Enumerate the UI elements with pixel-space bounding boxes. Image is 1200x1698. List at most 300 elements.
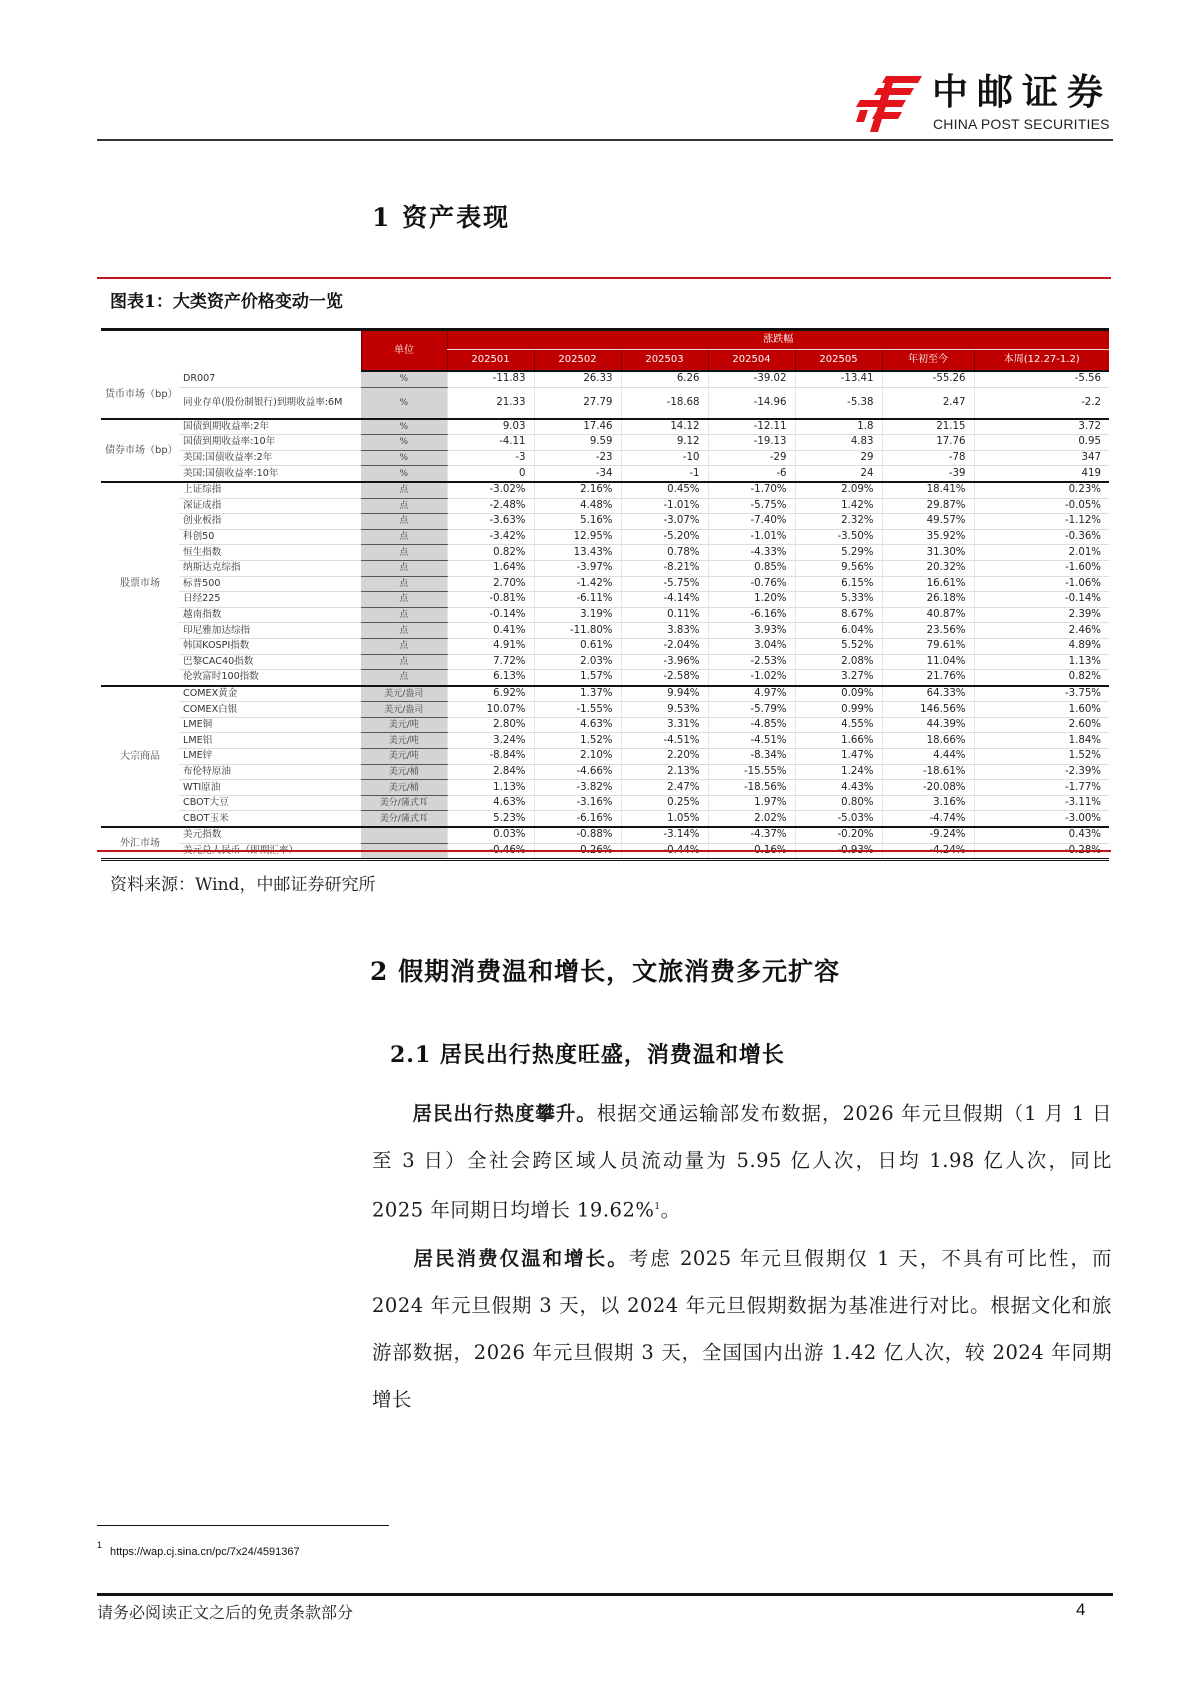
asset-name: 巴黎CAC40指数 [179,654,361,670]
asset-name: 伦敦富时100指数 [179,670,361,686]
value-cell: 2.70% [447,576,534,592]
value-cell: -5.75% [708,498,795,514]
value-cell: -9.24% [882,827,974,843]
value-cell: -2.48% [447,498,534,514]
value-cell: -2.2 [974,387,1109,419]
header-divider [97,139,1113,141]
value-cell: 3.24% [447,733,534,749]
table-row [101,670,1109,686]
value-cell: -11.80% [534,623,621,639]
value-cell: 18.41% [882,482,974,498]
value-cell: 1.13% [974,654,1109,670]
value-cell: 17.46 [534,419,621,435]
value-cell: 4.55% [795,717,882,733]
asset-unit: % [361,435,447,451]
footnote-ref[interactable]: 1 [654,1202,661,1212]
table-row [101,576,1109,592]
value-cell: -4.14% [621,592,708,608]
value-cell: -3.16% [534,795,621,811]
header-blank-cell [179,330,361,372]
value-cell: 49.57% [882,514,974,530]
value-cell: -4.66% [534,764,621,780]
asset-name: 纳斯达克综指 [179,560,361,576]
value-cell: -5.75% [621,576,708,592]
value-cell: 1.66% [795,733,882,749]
header-period: 202503 [621,350,708,372]
value-cell: 64.33% [882,686,974,702]
value-cell: 4.83 [795,435,882,451]
asset-name: LME铜 [179,717,361,733]
table-row [101,592,1109,608]
footnote-link[interactable]: https://wap.cj.sina.cn/pc/7x24/4591367 [110,1546,300,1558]
table-row [101,529,1109,545]
figure-bottom-rule [97,850,1111,852]
value-cell: -7.40% [708,514,795,530]
value-cell: 0.03% [447,827,534,843]
asset-name: 美国:国债收益率:2年 [179,450,361,466]
asset-unit: 点 [361,638,447,654]
value-cell: 6.13% [447,670,534,686]
value-cell: 5.23% [447,811,534,827]
paragraph-text: 考虑 2025 年元旦假期仅 1 天，不具有可比性，而 2024 年元旦假期 3 天，以 2024 年元旦假期数据为基准进行对比。根据文化和旅游部数据，2026 年元旦假期 3 天，全国国内出游 1.42 亿人次，较 2024 年同期增长 [372,1247,1112,1411]
value-cell: 1.37% [534,686,621,702]
value-cell: 23.56% [882,623,974,639]
value-cell: 4.43% [795,780,882,796]
value-cell: 1.52% [974,749,1109,765]
value-cell: 1.8 [795,419,882,435]
value-cell: -1.70% [708,482,795,498]
asset-unit: 美元/吨 [361,717,447,733]
asset-unit: 点 [361,545,447,561]
footnote-divider [97,1525,389,1526]
value-cell: 4.97% [708,686,795,702]
value-cell: 29 [795,450,882,466]
value-cell: -1.60% [974,560,1109,576]
value-cell: -6.16% [708,607,795,623]
value-cell: 2.09% [795,482,882,498]
value-cell: 9.03 [447,419,534,435]
table-row [101,466,1109,482]
asset-unit: 美元/吨 [361,733,447,749]
value-cell: 1.64% [447,560,534,576]
value-cell: 0 [447,466,534,482]
value-cell: 0.09% [795,686,882,702]
value-cell: 2.20% [621,749,708,765]
value-cell: 1.13% [447,780,534,796]
value-cell: 2.13% [621,764,708,780]
value-cell: 2.46% [974,623,1109,639]
value-cell: 44.39% [882,717,974,733]
value-cell: -11.83 [447,371,534,387]
value-cell: -0.36% [974,529,1109,545]
value-cell: 27.79 [534,387,621,419]
value-cell: -5.20% [621,529,708,545]
value-cell: 16.61% [882,576,974,592]
value-cell: 1.47% [795,749,882,765]
table-row [101,827,1109,843]
footer-divider [97,1593,1113,1596]
header-change-group: 涨跌幅 [447,330,1109,350]
header-period: 202502 [534,350,621,372]
value-cell: -55.26 [882,371,974,387]
header-period: 202501 [447,350,534,372]
value-cell: 0.11% [621,607,708,623]
asset-name: 深证成指 [179,498,361,514]
value-cell: -4.33% [708,545,795,561]
value-cell: 13.43% [534,545,621,561]
value-cell: -3.07% [621,514,708,530]
value-cell: -6.11% [534,592,621,608]
asset-name: 韩国KOSPI指数 [179,638,361,654]
value-cell: -29 [708,450,795,466]
value-cell: 3.27% [795,670,882,686]
value-cell: 3.83% [621,623,708,639]
value-cell: -5.38 [795,387,882,419]
value-cell: 2.10% [534,749,621,765]
value-cell: -1 [621,466,708,482]
value-cell: 0.95 [974,435,1109,451]
value-cell: 0.99% [795,702,882,718]
figure-title: 图表1：大类资产价格变动一览 [110,292,343,312]
footnote-number: 1 [97,1540,103,1550]
value-cell: 2.03% [534,654,621,670]
value-cell: -4.37% [708,827,795,843]
value-cell: 20.32% [882,560,974,576]
value-cell: -13.41 [795,371,882,387]
category-label: 外汇市场 [101,827,179,860]
value-cell: 1.05% [621,811,708,827]
table-row [101,419,1109,435]
value-cell: 5.29% [795,545,882,561]
paragraph-text: 根据交通运输部发布数据，2026 年元旦假期（1 月 1 日至 3 日）全社会跨区域人员流动量为 5.95 亿人次，日均 1.98 亿人次，同比 2025 年同期日均增长 19.62% [372,1102,1112,1222]
figure-title-rule [97,277,1111,279]
asset-unit: 美元/桶 [361,764,447,780]
asset-name: LME锌 [179,749,361,765]
value-cell: 31.30% [882,545,974,561]
asset-unit: 点 [361,529,447,545]
value-cell: 4.63% [534,717,621,733]
value-cell: 0.43% [974,827,1109,843]
table-row [101,795,1109,811]
value-cell: -1.55% [534,702,621,718]
value-cell: -4.11 [447,435,534,451]
value-cell: 24 [795,466,882,482]
value-cell: 26.33 [534,371,621,387]
company-logo [856,72,1116,136]
asset-unit: 点 [361,576,447,592]
value-cell: 0.78% [621,545,708,561]
asset-unit: 美分/蒲式耳 [361,811,447,827]
table-row [101,607,1109,623]
asset-unit: 点 [361,654,447,670]
value-cell: -3.97% [534,560,621,576]
value-cell: 1.52% [534,733,621,749]
table-row [101,733,1109,749]
asset-unit: % [361,371,447,387]
table-row [101,450,1109,466]
paragraph-consumption [372,1235,1112,1423]
asset-name: LME铝 [179,733,361,749]
asset-name: CBOT大豆 [179,795,361,811]
value-cell: -14.96 [708,387,795,419]
china-post-logo-icon [856,76,922,132]
table-row [101,623,1109,639]
value-cell: -3.00% [974,811,1109,827]
asset-unit: 点 [361,592,447,608]
value-cell: 3.31% [621,717,708,733]
value-cell: -19.13 [708,435,795,451]
value-cell: -18.68 [621,387,708,419]
asset-unit: 美元/盎司 [361,702,447,718]
value-cell: -0.76% [708,576,795,592]
asset-price-table [101,328,1109,861]
asset-name: 美国:国债收益率:10年 [179,466,361,482]
value-cell: 29.87% [882,498,974,514]
value-cell: 11.04% [882,654,974,670]
value-cell: 79.61% [882,638,974,654]
value-cell: 2.02% [708,811,795,827]
table-header-row-1 [101,330,1109,350]
value-cell: 2.84% [447,764,534,780]
value-cell: -1.42% [534,576,621,592]
value-cell: -4.85% [708,717,795,733]
asset-name: COMEX白银 [179,702,361,718]
asset-unit [361,827,447,843]
asset-name: CBOT玉米 [179,811,361,827]
asset-name: DR007 [179,371,361,387]
header-unit: 单位 [361,330,447,372]
value-cell: 1.60% [974,702,1109,718]
value-cell: -0.05% [974,498,1109,514]
asset-unit: % [361,450,447,466]
header-period: 202505 [795,350,882,372]
value-cell: 8.67% [795,607,882,623]
value-cell: 1.20% [708,592,795,608]
value-cell: 14.12 [621,419,708,435]
value-cell: 18.66% [882,733,974,749]
value-cell: 4.44% [882,749,974,765]
value-cell: -4.74% [882,811,974,827]
value-cell: 2.32% [795,514,882,530]
value-cell: 1.84% [974,733,1109,749]
value-cell: -5.79% [708,702,795,718]
value-cell: 0.23% [974,482,1109,498]
asset-name: 科创50 [179,529,361,545]
table-row [101,654,1109,670]
page-number: 4 [1076,1600,1086,1619]
value-cell: -8.21% [621,560,708,576]
value-cell: -3.96% [621,654,708,670]
value-cell: 1.24% [795,764,882,780]
value-cell: 0.82% [974,670,1109,686]
asset-name: 布伦特原油 [179,764,361,780]
value-cell: 6.04% [795,623,882,639]
value-cell: 4.48% [534,498,621,514]
value-cell: 5.33% [795,592,882,608]
value-cell: -3.63% [447,514,534,530]
value-cell: -3.14% [621,827,708,843]
asset-unit: 点 [361,623,447,639]
value-cell: -78 [882,450,974,466]
asset-name: 上证综指 [179,482,361,498]
value-cell: -0.20% [795,827,882,843]
value-cell: -5.56 [974,371,1109,387]
value-cell: -2.58% [621,670,708,686]
value-cell: -34 [534,466,621,482]
value-cell: -4.51% [708,733,795,749]
value-cell: 21.33 [447,387,534,419]
table-row [101,638,1109,654]
asset-unit: 美元/吨 [361,749,447,765]
value-cell: -1.01% [708,529,795,545]
section-heading: 2 假期消费温和增长，文旅消费多元扩容 [370,957,841,986]
value-cell: 2.47 [882,387,974,419]
paragraph-lead: 居民消费仅温和增长。 [412,1247,629,1270]
value-cell: 0.82% [447,545,534,561]
table-row [101,764,1109,780]
table-row [101,717,1109,733]
value-cell: -0.14% [974,592,1109,608]
asset-unit: 点 [361,560,447,576]
value-cell: 9.56% [795,560,882,576]
asset-unit: 点 [361,498,447,514]
value-cell: 0.41% [447,623,534,639]
value-cell: 3.19% [534,607,621,623]
asset-name: COMEX黄金 [179,686,361,702]
value-cell: 419 [974,466,1109,482]
value-cell: -6.16% [534,811,621,827]
value-cell: -1.77% [974,780,1109,796]
paragraph-tail: 。 [660,1198,681,1222]
value-cell: 5.52% [795,638,882,654]
value-cell: -0.88% [534,827,621,843]
figure-source: 资料来源：Wind，中邮证券研究所 [110,875,376,895]
value-cell: 10.07% [447,702,534,718]
table-row [101,514,1109,530]
value-cell: 4.63% [447,795,534,811]
value-cell: 7.72% [447,654,534,670]
logo-english-text: CHINA POST SECURITIES [933,116,1110,132]
value-cell: -2.04% [621,638,708,654]
asset-name: WTI原油 [179,780,361,796]
value-cell: -0.14% [447,607,534,623]
category-label: 股票市场 [101,482,179,686]
paragraph-travel [372,1090,1112,1234]
value-cell: 3.04% [708,638,795,654]
asset-unit: 点 [361,607,447,623]
header-period: 202504 [708,350,795,372]
value-cell: 12.95% [534,529,621,545]
asset-unit: 美分/蒲式耳 [361,795,447,811]
table-row [101,749,1109,765]
subsection-heading: 2.1 居民出行热度旺盛，消费温和增长 [390,1042,785,1068]
value-cell: 0.80% [795,795,882,811]
table-row [101,780,1109,796]
table-row [101,435,1109,451]
value-cell: -1.06% [974,576,1109,592]
asset-name: 标普500 [179,576,361,592]
value-cell: -0.81% [447,592,534,608]
value-cell: 4.89% [974,638,1109,654]
value-cell: -3.02% [447,482,534,498]
value-cell: -3.82% [534,780,621,796]
value-cell: -2.39% [974,764,1109,780]
value-cell: -6 [708,466,795,482]
value-cell: 5.16% [534,514,621,530]
value-cell: 40.87% [882,607,974,623]
value-cell: -15.55% [708,764,795,780]
table-row [101,545,1109,561]
value-cell: 17.76 [882,435,974,451]
table-row [101,482,1109,498]
asset-name: 国债到期收益率:10年 [179,435,361,451]
asset-name: 恒生指数 [179,545,361,561]
value-cell: 9.59 [534,435,621,451]
value-cell: -2.53% [708,654,795,670]
value-cell: 4.91% [447,638,534,654]
value-cell: 347 [974,450,1109,466]
value-cell: 3.72 [974,419,1109,435]
value-cell: 26.18% [882,592,974,608]
header-period: 本周(12.27-1.2) [974,350,1109,372]
value-cell: -23 [534,450,621,466]
value-cell: -39 [882,466,974,482]
value-cell: -5.03% [795,811,882,827]
logo-chinese-text: 中邮证券 [932,72,1113,113]
asset-name: 印尼雅加达综指 [179,623,361,639]
asset-unit: 点 [361,670,447,686]
value-cell: -10 [621,450,708,466]
value-cell: 6.26 [621,371,708,387]
value-cell: -4.51% [621,733,708,749]
value-cell: 1.42% [795,498,882,514]
asset-unit: 美元/盎司 [361,686,447,702]
value-cell: 9.94% [621,686,708,702]
asset-unit: % [361,387,447,419]
category-label: 债券市场（bp） [101,419,179,482]
value-cell: -8.84% [447,749,534,765]
value-cell: 0.25% [621,795,708,811]
value-cell: 6.15% [795,576,882,592]
value-cell: -1.02% [708,670,795,686]
value-cell: 146.56% [882,702,974,718]
value-cell: 9.53% [621,702,708,718]
value-cell: -3 [447,450,534,466]
section-heading: 1 资产表现 [372,203,511,232]
header-blank-cell [101,330,179,372]
asset-unit: 点 [361,482,447,498]
value-cell: -1.12% [974,514,1109,530]
value-cell: -18.61% [882,764,974,780]
asset-name: 日经225 [179,592,361,608]
value-cell: -20.08% [882,780,974,796]
table-row [101,498,1109,514]
value-cell: 2.16% [534,482,621,498]
table-row [101,811,1109,827]
value-cell: 2.08% [795,654,882,670]
asset-name: 美元指数 [179,827,361,843]
table-row [101,702,1109,718]
value-cell: 0.45% [621,482,708,498]
value-cell: 21.76% [882,670,974,686]
value-cell: 3.16% [882,795,974,811]
value-cell: 35.92% [882,529,974,545]
value-cell: 2.60% [974,717,1109,733]
asset-unit: 点 [361,514,447,530]
value-cell: 21.15 [882,419,974,435]
value-cell: 1.97% [708,795,795,811]
value-cell: 3.93% [708,623,795,639]
